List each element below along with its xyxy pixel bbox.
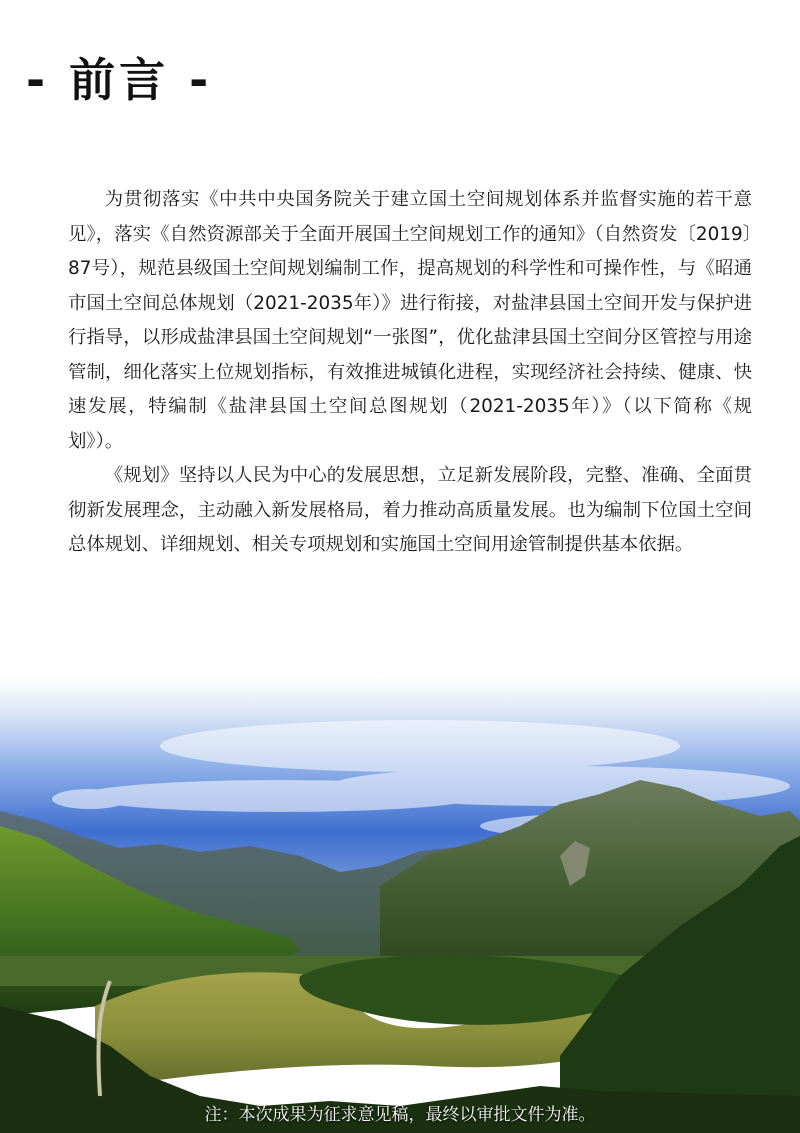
paragraph-1: 为贯彻落实《中共中央国务院关于建立国土空间规划体系并监督实施的若干意见》，落实《自然资源部关于全面开展国土空间规划工作的通知》（自然资发〔2019〕87号），规范县级国土空间规划编制工作，提高规划的科学性和可操作性，与《昭通市国土空间总体规划（2021-2035年）》进行衔接，对盐津县国土空间开发与保护进行指导，以形成盐津县国土空间规划“一张图”，优化盐津县国土空间分区管控与用途管制，细化落实上位规划指标，有效推进城镇化进程，实现经济社会持续、健康、快速发展，特编制《盐津县国土空间总图规划（2021-2035年）》（以下简称《规划》）。 — [68, 189, 752, 452]
preface-body — [68, 183, 752, 563]
landscape-photo — [0, 676, 800, 1133]
paragraph-2: 《规划》坚持以人民为中心的发展思想，立足新发展阶段，完整、准确、全面贯彻新发展理念，主动融入新发展格局，着力推动高质量发展。也为编制下位国土空间总体规划、详细规划、相关专项规划和实施国土空间用途管制提供基本依据。 — [68, 465, 752, 555]
draft-note: 注：本次成果为征求意见稿，最终以审批文件为准。 — [204, 1105, 596, 1125]
page-title: - 前言 - — [26, 53, 213, 107]
